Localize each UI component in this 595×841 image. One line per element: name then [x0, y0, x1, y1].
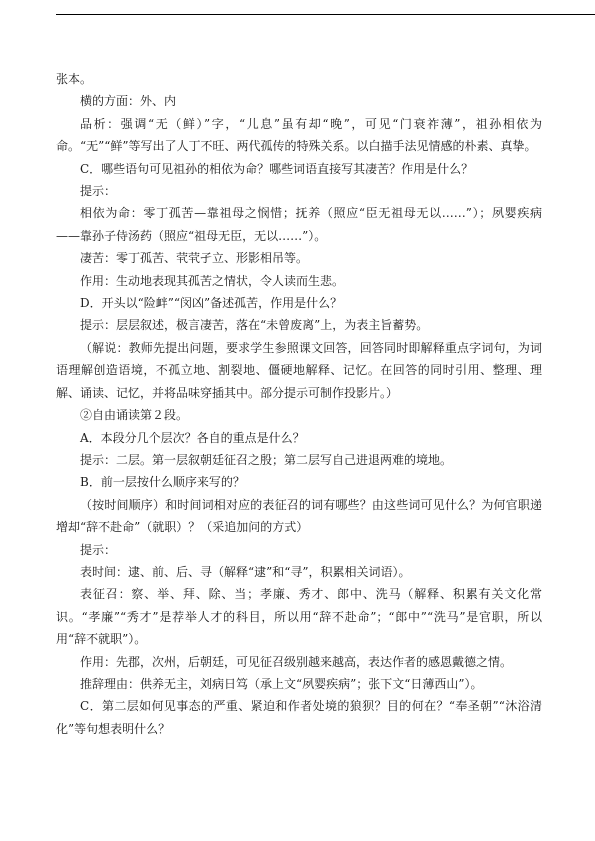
paragraph: 作用：先郡，次州，后朝廷，可见征召级别越来越高，表达作者的感恩戴德之情。 [80, 654, 513, 669]
paragraph: 表时间：逮、前、后、寻（解释“逮”和“寻”，积累相关词语）。 [80, 564, 411, 579]
paragraph: 推辞理由：供养无主，刘病日笃（承上文“夙婴疾病”；张下文“日薄西山”）。 [80, 676, 483, 691]
paragraph: C．第二层如何见事态的严重、紧迫和作者处境的狼狈？目的何在？“奉圣朝”“沐浴清化”等句想表明什么？ [56, 699, 542, 736]
paragraph: 张本。 [56, 72, 93, 86]
paragraph: （按时间顺序）和时间词相对应的表征召的词有哪些？由这些词可见什么？为何官职递增却“辞不赴命”（就职）？（采追加问的方式） [56, 497, 542, 535]
paragraph: 品析：强调“无（鲜）”字，“儿息”虽有却“晚”，可见“门衰祚薄”，祖孙相依为命。“无”“鲜”等写出了人丁不旺、两代孤传的特殊关系。以白描手法见情感的朴素、真挚。 [56, 116, 542, 154]
paragraph: 表征召：察、举、拜、除、当；孝廉、秀才、郎中、洗马（解释、积累有关文化常识。“孝廉”“秀才”是荐举人才的科目，所以用“辞不赴命”；“郎中”“洗马”是官职，所以用“辞不就职”）。 [56, 587, 542, 647]
paragraph: 凄苦：零丁孤苦、茕茕孑立、形影相吊等。 [80, 251, 309, 266]
header-rule [56, 14, 595, 15]
document-body [56, 68, 542, 740]
paragraph: D．开头以“险衅”“闵凶”备述孤苦，作用是什么？ [80, 296, 343, 311]
paragraph: 提示：二层。第一层叙朝廷征召之殷；第二层写自己进退两难的境地。 [80, 452, 453, 467]
paragraph: 横的方面：外、内 [80, 94, 177, 109]
paragraph: ②自由诵读第２段。 [80, 408, 189, 423]
paragraph: （解说：教师先提出问题，要求学生参照课文回答，回答同时即解释重点字词句，为词语理解创造语境，不孤立地、割裂地、僵硬地解释、记忆。在回答的同时引用、整理、理解、诵读、记忆，并将品味穿插其中。部分提示可制作投影片。） [56, 340, 542, 400]
paragraph: 提示： [80, 184, 117, 199]
paragraph: B．前一层按什么顺序来写的？ [80, 475, 245, 490]
paragraph: A．本段分几个层次？各自的重点是什么？ [80, 430, 305, 445]
paragraph: C．哪些语句可见祖孙的相依为命？哪些词语直接写其凄苦？作用是什么？ [80, 161, 474, 176]
paragraph: 提示： [80, 542, 117, 557]
paragraph: 提示：层层叙述，极言凄苦，落在“未曾废离”上，为表主旨蓄势。 [80, 318, 429, 333]
paragraph: 相依为命：零丁孤苦—靠祖母之悯惜；抚养（照应“臣无祖母无以……”）；夙婴疾病——靠孙子侍汤药（照应“祖母无臣，无以……”）。 [56, 206, 542, 243]
paragraph: 作用：生动地表现其孤苦之情状，令人读而生悲。 [80, 273, 345, 288]
